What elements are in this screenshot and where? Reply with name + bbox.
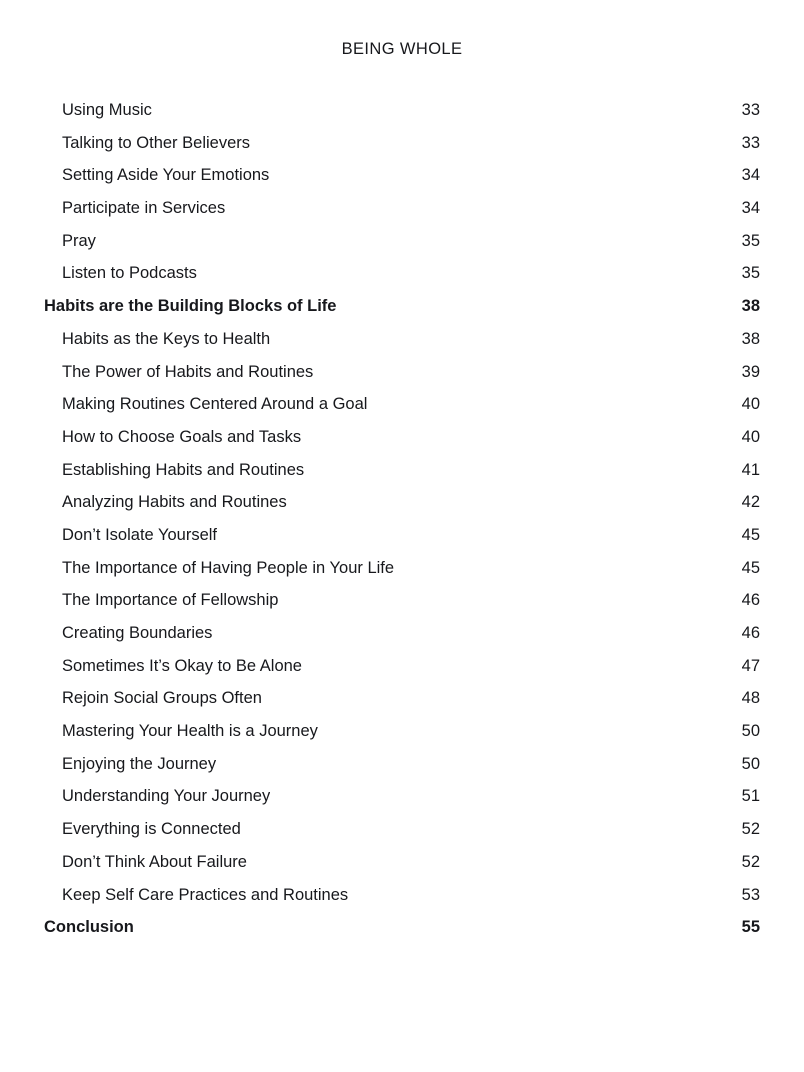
toc-entry-page-number: 41: [741, 460, 760, 479]
toc-entry[interactable]: [44, 748, 760, 781]
toc-entry-page-number: 38: [741, 297, 760, 316]
toc-entry[interactable]: [44, 617, 760, 650]
toc-entry[interactable]: [44, 257, 760, 290]
toc-entry-page-number: 50: [741, 722, 760, 741]
toc-entry-page-number: 45: [741, 558, 760, 577]
toc-entry-page-number: 40: [741, 395, 760, 414]
toc-entry-label: Everything is Connected: [62, 820, 241, 839]
toc-entry[interactable]: [44, 682, 760, 715]
toc-entry-page-number: 45: [741, 525, 760, 544]
toc-entry-label: How to Choose Goals and Tasks: [62, 427, 302, 446]
toc-entry-label: Habits are the Building Blocks of Life: [44, 297, 337, 316]
toc-entry-page-number: 33: [741, 101, 760, 119]
toc-entry[interactable]: [44, 323, 760, 356]
toc-entry[interactable]: [44, 225, 760, 258]
toc-entry[interactable]: [44, 650, 760, 683]
toc-entry-label: Sometimes It’s Okay to Be Alone: [62, 656, 302, 675]
toc-entry-label: Enjoying the Journey: [62, 754, 217, 773]
toc-entry-page-number: 52: [741, 820, 760, 839]
toc-entry-page-number: 34: [741, 166, 760, 185]
toc-entry[interactable]: [44, 715, 760, 748]
toc-entry-label: Habits as the Keys to Health: [62, 329, 271, 348]
toc-entry[interactable]: [44, 780, 760, 813]
toc-entry-label: Setting Aside Your Emotions: [62, 166, 270, 185]
toc-entry-label: Understanding Your Journey: [62, 787, 271, 806]
toc-entry[interactable]: [44, 94, 760, 127]
toc-entry[interactable]: [44, 846, 760, 879]
toc-entry-label: The Power of Habits and Routines: [62, 362, 314, 381]
toc-entry[interactable]: [44, 879, 760, 912]
toc-entry[interactable]: [44, 813, 760, 846]
toc-entry-label: Using Music: [62, 101, 152, 119]
toc-entry-label: Making Routines Centered Around a Goal: [62, 395, 368, 414]
table-of-contents: [44, 94, 760, 944]
toc-entry-label: Pray: [62, 231, 96, 250]
toc-entry-page-number: 47: [741, 656, 760, 675]
toc-entry[interactable]: [44, 159, 760, 192]
toc-entry-page-number: 40: [741, 427, 760, 446]
running-head: BEING WHOLE: [341, 40, 463, 58]
toc-entry-page-number: 46: [741, 624, 760, 642]
toc-entry-label: Mastering Your Health is a Journey: [62, 722, 318, 741]
toc-entry-label: Listen to Podcasts: [62, 264, 197, 283]
toc-entry-label: Don’t Think About Failure: [62, 852, 247, 871]
toc-entry-label: Conclusion: [44, 918, 134, 937]
toc-entry-page-number: 34: [741, 199, 760, 218]
toc-entry-page-number: 51: [741, 787, 760, 806]
toc-entry-label: Analyzing Habits and Routines: [62, 493, 287, 512]
toc-entry[interactable]: [44, 486, 760, 519]
toc-entry-label: Don’t Isolate Yourself: [62, 525, 218, 544]
toc-entry[interactable]: [44, 421, 760, 454]
toc-entry[interactable]: [44, 290, 760, 323]
toc-entry-label: Keep Self Care Practices and Routines: [62, 885, 349, 904]
toc-entry-page-number: 46: [741, 591, 760, 610]
toc-entry-label: The Importance of Fellowship: [62, 591, 279, 610]
toc-entry-label: The Importance of Having People in Your Life: [62, 558, 395, 577]
toc-entry-page-number: 50: [741, 754, 760, 773]
toc-entry[interactable]: [44, 356, 760, 389]
toc-entry[interactable]: [44, 911, 760, 944]
toc-entry[interactable]: [44, 127, 760, 160]
toc-entry-label: Talking to Other Believers: [62, 133, 251, 152]
toc-entry-label: Rejoin Social Groups Often: [62, 689, 262, 708]
toc-entry[interactable]: [44, 192, 760, 225]
toc-entry-page-number: 42: [741, 493, 760, 512]
toc-entry-page-number: 39: [741, 362, 760, 381]
toc-entry-page-number: 33: [741, 133, 760, 152]
toc-entry[interactable]: [44, 552, 760, 585]
toc-entry-label: Establishing Habits and Routines: [62, 460, 305, 479]
toc-entry-page-number: 35: [741, 264, 760, 283]
toc-entry[interactable]: [44, 454, 760, 487]
toc-entry-page-number: 48: [741, 689, 760, 708]
toc-entry[interactable]: [44, 584, 760, 617]
toc-entry[interactable]: [44, 388, 760, 421]
toc-entry-page-number: 55: [741, 918, 760, 937]
toc-entry-page-number: 53: [741, 885, 760, 904]
toc-entry-page-number: 35: [741, 231, 760, 250]
toc-entry[interactable]: [44, 519, 760, 552]
toc-entry-label: Participate in Services: [62, 199, 226, 218]
toc-entry-label: Creating Boundaries: [62, 624, 213, 642]
toc-entry-page-number: 38: [741, 329, 760, 348]
toc-entry-page-number: 52: [741, 852, 760, 871]
